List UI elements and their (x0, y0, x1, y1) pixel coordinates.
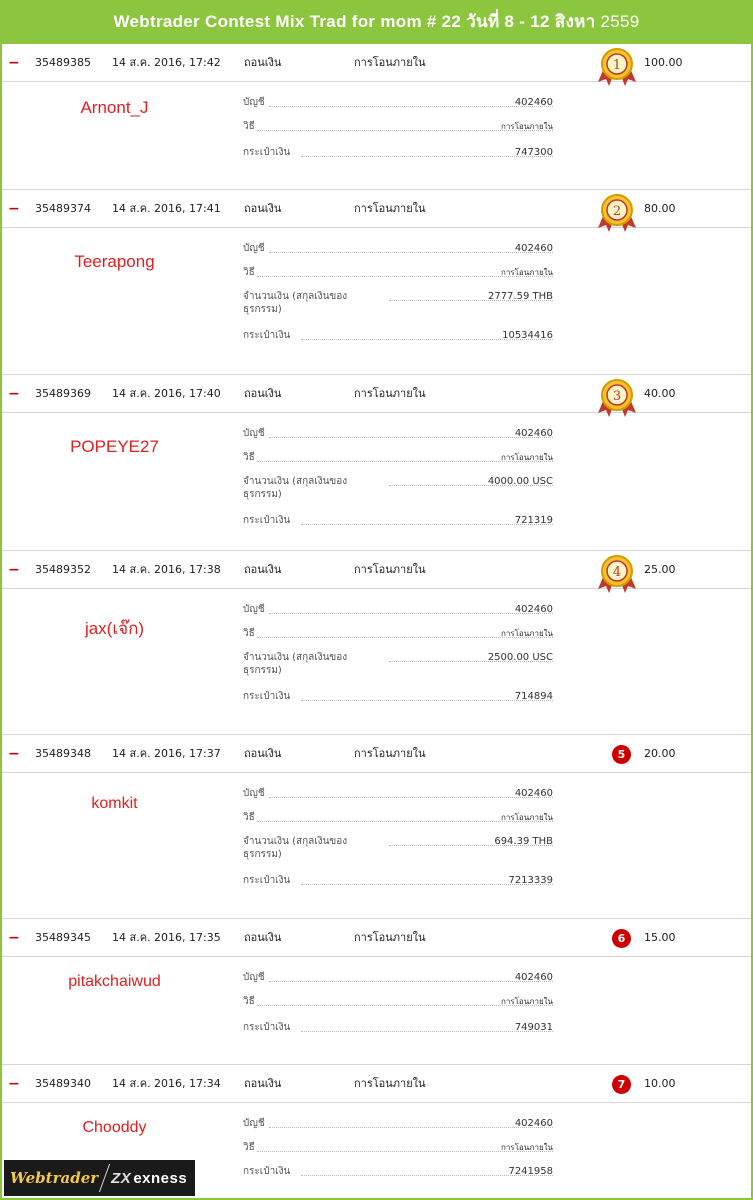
method-value: การโอนภายใน (500, 268, 553, 277)
title-text: Webtrader Contest Mix Trad for mom # 22 วันที่ 8 - 12 สิงหา (113, 12, 596, 31)
wallet-value: 747300 (514, 147, 553, 158)
collapse-icon[interactable]: − (8, 201, 20, 217)
transaction-entry: − 35489352 14 ส.ค. 2016, 17:38 ถอนเงิน การโอนภายใน 4 25.00 jax(เจ๊ก) บัญชี 402460 วิธี การโอนภายใน จำนวนเงิน (สกุลเงินของ ธุรกรรม) 2500.00 USC กระเป๋าเงิน 714894 (2, 551, 751, 735)
rank-badge: 5 (612, 745, 631, 764)
transaction-row[interactable] (2, 44, 751, 82)
transaction-method: การโอนภายใน (354, 202, 426, 215)
transaction-type: ถอนเงิน (244, 202, 282, 215)
transaction-amount: 100.00 (644, 56, 683, 69)
svg-text:3: 3 (612, 389, 622, 404)
svg-text:2: 2 (612, 204, 622, 219)
account-value: 402460 (514, 1118, 553, 1129)
title-year: 2559 (600, 12, 640, 31)
wallet-value: 7213339 (508, 875, 553, 886)
wallet-value: 7241958 (508, 1166, 553, 1177)
transaction-id: 35489348 (35, 747, 91, 760)
collapse-icon[interactable]: − (8, 1076, 20, 1092)
transaction-row[interactable] (2, 735, 751, 773)
svg-text:4: 4 (612, 565, 622, 580)
brand-logo (4, 1160, 195, 1196)
transaction-id: 35489385 (35, 56, 91, 69)
method-value: การโอนภายใน (500, 122, 553, 131)
account-value: 402460 (514, 243, 553, 254)
method-value: การโอนภายใน (500, 997, 553, 1006)
wallet-value: 749031 (514, 1022, 553, 1033)
rank-badge: 7 (612, 1075, 631, 1094)
wallet-value: 714894 (514, 691, 553, 702)
transaction-row[interactable] (2, 375, 751, 413)
amount-value: 694.39 THB (494, 836, 553, 847)
transaction-type: ถอนเงิน (244, 931, 282, 944)
transaction-id: 35489369 (35, 387, 91, 400)
trader-name: komkit (91, 795, 138, 812)
transaction-type: ถอนเงิน (244, 563, 282, 576)
account-value: 402460 (514, 97, 553, 108)
collapse-icon[interactable]: − (8, 55, 20, 71)
rank-medal-icon (594, 192, 640, 234)
transaction-date: 14 ส.ค. 2016, 17:40 (112, 387, 221, 400)
transaction-amount: 15.00 (644, 931, 676, 944)
transaction-type: ถอนเงิน (244, 387, 282, 400)
transaction-method: การโอนภายใน (354, 563, 426, 576)
transaction-row[interactable] (2, 190, 751, 228)
rank-medal-icon (594, 553, 640, 595)
account-value: 402460 (514, 972, 553, 983)
account-value: 402460 (514, 428, 553, 439)
trader-name: Arnont_J (80, 98, 149, 117)
method-value: การโอนภายใน (500, 453, 553, 462)
transaction-id: 35489345 (35, 931, 91, 944)
amount-value: 2777.59 THB (487, 291, 553, 302)
method-value: การโอนภายใน (500, 1143, 553, 1152)
trader-name: Chooddy (82, 1119, 147, 1136)
transaction-id: 35489374 (35, 202, 91, 215)
collapse-icon[interactable]: − (8, 562, 20, 578)
transaction-type: ถอนเงิน (244, 1077, 282, 1090)
transaction-entry: − 35489374 14 ส.ค. 2016, 17:41 ถอนเงิน การโอนภายใน 2 80.00 Teerapong บัญชี 402460 วิธี การโอนภายใน จำนวนเงิน (สกุลเงินของ ธุรกรรม) 2777.59 THB กระเป๋าเงิน 10534416 (2, 190, 751, 375)
transaction-amount: 40.00 (644, 387, 676, 400)
transaction-method: การโอนภายใน (354, 56, 426, 69)
page-title (0, 0, 753, 44)
amount-value: 2500.00 USC (487, 652, 553, 663)
trader-name: pitakchaiwud (68, 973, 161, 990)
transaction-date: 14 ส.ค. 2016, 17:35 (112, 931, 221, 944)
wallet-value: 10534416 (502, 330, 553, 341)
transaction-row[interactable] (2, 551, 751, 589)
transaction-date: 14 ส.ค. 2016, 17:37 (112, 747, 221, 760)
amount-value: 4000.00 USC (487, 476, 553, 487)
account-value: 402460 (514, 604, 553, 615)
transaction-amount: 80.00 (644, 202, 676, 215)
transaction-row[interactable] (2, 1065, 751, 1103)
transaction-date: 14 ส.ค. 2016, 17:42 (112, 56, 221, 69)
transaction-method: การโอนภายใน (354, 1077, 426, 1090)
trader-name: Teerapong (74, 252, 155, 271)
transaction-amount: 20.00 (644, 747, 676, 760)
transaction-method: การโอนภายใน (354, 931, 426, 944)
trader-name: POPEYE27 (70, 437, 159, 456)
rank-badge: 6 (612, 929, 631, 948)
transaction-row[interactable] (2, 919, 751, 957)
trader-name: jax(เจ๊ก) (84, 619, 145, 638)
transaction-id: 35489340 (35, 1077, 91, 1090)
transaction-amount: 25.00 (644, 563, 676, 576)
collapse-icon[interactable]: − (8, 746, 20, 762)
transaction-entry: − 35489340 14 ส.ค. 2016, 17:34 ถอนเงิน การโอนภายใน 7 10.00 Chooddy บัญชี 402460 วิธี การโอนภายใน กระเป๋าเงิน 7241958 (2, 1065, 751, 1198)
transaction-entry: − 35489385 14 ส.ค. 2016, 17:42 ถอนเงิน การโอนภายใน 1 100.00 Arnont_J บัญชี 402460 วิธี การโอนภายใน กระเป๋าเงิน 747300 (2, 44, 751, 190)
transaction-entry: − 35489345 14 ส.ค. 2016, 17:35 ถอนเงิน การโอนภายใน 6 15.00 pitakchaiwud บัญชี 402460 วิธี การโอนภายใน กระเป๋าเงิน 749031 (2, 919, 751, 1065)
transaction-entry: − 35489369 14 ส.ค. 2016, 17:40 ถอนเงิน การโอนภายใน 3 40.00 POPEYE27 บัญชี 402460 วิธี การโอนภายใน จำนวนเงิน (สกุลเงินของ ธุรกรรม) 4000.00 USC กระเป๋าเงิน 721319 (2, 375, 751, 551)
method-value: การโอนภายใน (500, 629, 553, 638)
webtrader-logo: Webtrader (10, 1169, 99, 1187)
transaction-date: 14 ส.ค. 2016, 17:34 (112, 1077, 221, 1090)
collapse-icon[interactable]: − (8, 386, 20, 402)
transaction-method: การโอนภายใน (354, 747, 426, 760)
wallet-value: 721319 (514, 515, 553, 526)
transaction-entry: − 35489348 14 ส.ค. 2016, 17:37 ถอนเงิน การโอนภายใน 5 20.00 komkit บัญชี 402460 วิธี การโอนภายใน จำนวนเงิน (สกุลเงินของ ธุรกรรม) 694.39 THB กระเป๋าเงิน 7213339 (2, 735, 751, 919)
rank-medal-icon (594, 46, 640, 88)
account-value: 402460 (514, 788, 553, 799)
rank-medal-icon (594, 377, 640, 419)
transaction-id: 35489352 (35, 563, 91, 576)
collapse-icon[interactable]: − (8, 930, 20, 946)
method-value: การโอนภายใน (500, 813, 553, 822)
transaction-date: 14 ส.ค. 2016, 17:41 (112, 202, 221, 215)
transaction-type: ถอนเงิน (244, 747, 282, 760)
svg-text:1: 1 (612, 58, 622, 73)
transaction-method: การโอนภายใน (354, 387, 426, 400)
exness-logo: ZX exness (111, 1169, 188, 1187)
transaction-amount: 10.00 (644, 1077, 676, 1090)
transaction-type: ถอนเงิน (244, 56, 282, 69)
transaction-date: 14 ส.ค. 2016, 17:38 (112, 563, 221, 576)
